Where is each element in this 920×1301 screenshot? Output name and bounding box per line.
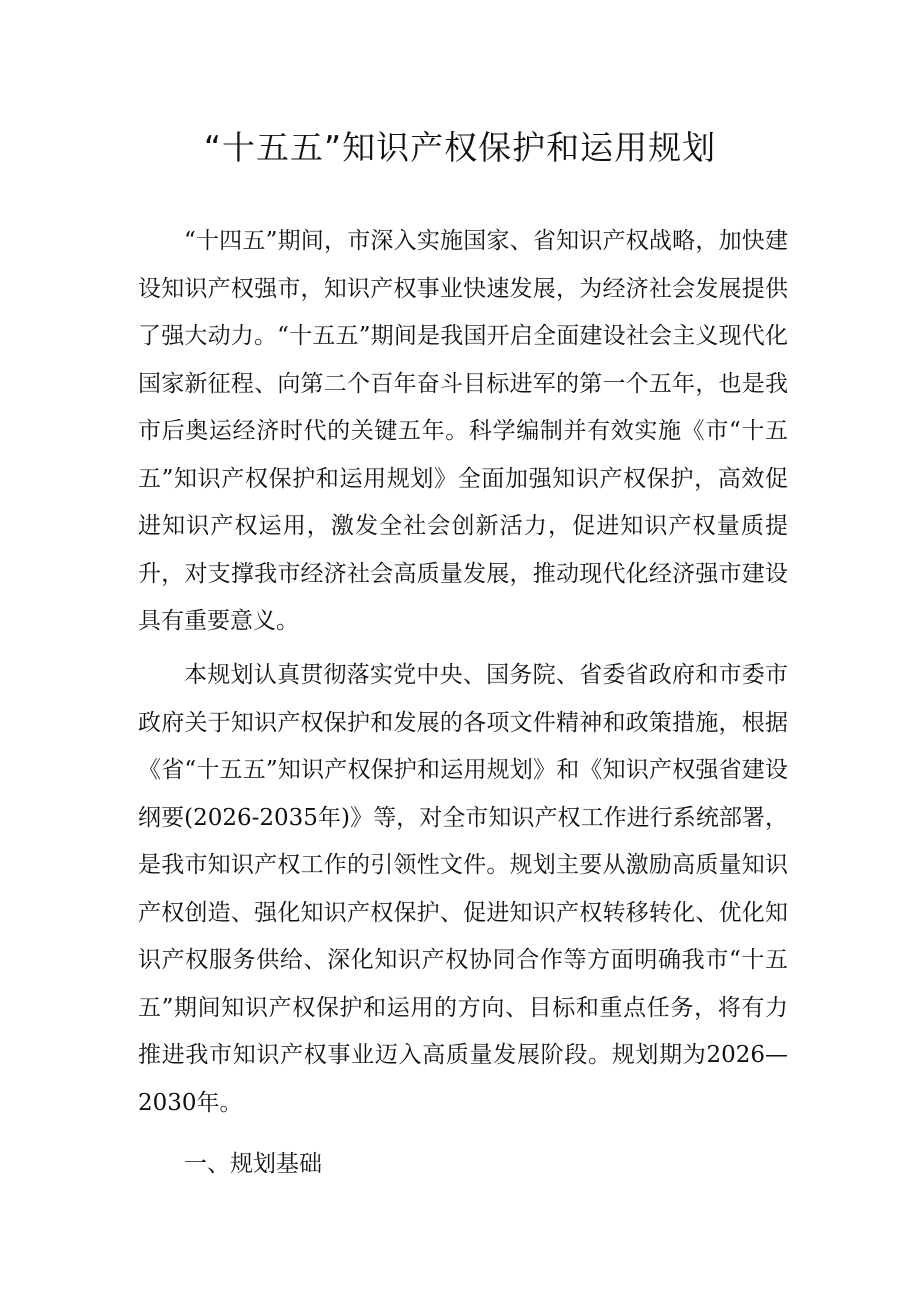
body-paragraph-2: 本规划认真贯彻落实党中央、国务院、省委省政府和市委市政府关于知识产权保护和发展的各项文件精神和政策措施，根据《省“十五五”知识产权保护和运用规划》和《知识产权强省建设纲要(2026-2035年)》等，对全市知识产权工作进行系统部署，是我市知识产权工作的引领性文件。规划主要从激励高质量知识产权创造、强化知识产权保护、促进知识产权转移转化、优化知识产权服务供给、深化知识产权协同合作等方面明确我市“十五五”期间知识产权保护和运用的方向、目标和重点任务，将有力推进我市知识产权事业迈入高质量发展阶段。规划期为2026—2030年。	[138, 662, 788, 1116]
body-paragraph-1: “十四五”期间，市深入实施国家、省知识产权战略，加快建设知识产权强市，知识产权事业快速发展，为经济社会发展提供了强大动力。“十五五”期间是我国开启全面建设社会主义现代化国家新征程、向第二个百年奋斗目标进军的第一个五年，也是我市后奥运经济时代的关键五年。科学编制并有效实施《市“十五五”知识产权保护和运用规划》全面加强知识产权保护，高效促进知识产权运用，激发全社会创新活力，促进知识产权量质提升，对支撑我市经济社会高质量发展，推动现代化经济强市建设具有重要意义。	[138, 228, 788, 634]
section-heading: 一、规划基础	[184, 1151, 322, 1177]
document-title: “十五五”知识产权保护和运用规划	[203, 128, 717, 167]
